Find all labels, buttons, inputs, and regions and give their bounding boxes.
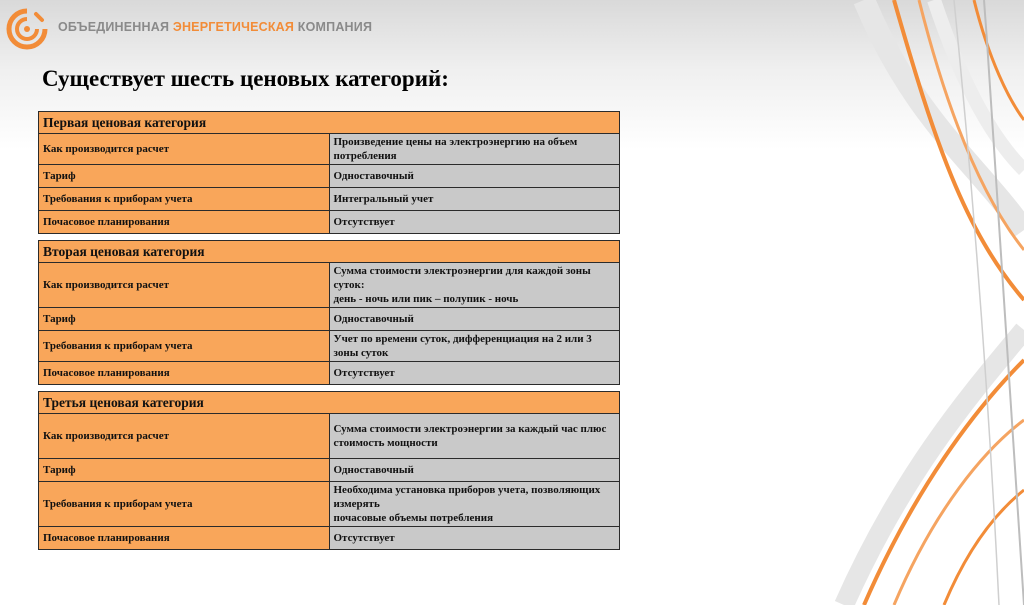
row-label: Тариф [39,459,330,482]
company-logo-icon [6,8,48,50]
row-label: Как производится расчет [39,134,330,165]
row-label: Требования к приборам учета [39,331,330,362]
row-value-line: день - ночь или пик – полупик - ночь [333,293,519,305]
category-header: Третья ценовая категория [39,392,620,414]
row-value: Одноставочный [329,308,620,331]
row-value: Одноставочный [329,459,620,482]
page-title: Существует шесть ценовых категорий: [42,66,449,91]
row-label: Почасовое планирования [39,362,330,385]
row-value: Отсутствует [329,211,620,234]
table-row [39,362,620,385]
row-value-line: Необходима установка приборов учета, позволяющих измерять [333,484,601,510]
table-row [39,165,620,188]
category-header: Первая ценовая категория [39,112,620,134]
row-value: Одноставочный [329,165,620,188]
company-name-part3: КОМПАНИЯ [297,20,373,34]
row-value-line: Сумма стоимости электроэнергии за каждый час плюс [333,423,607,435]
row-value: Интегральный учет [329,188,620,211]
row-label: Почасовое планирования [39,211,330,234]
price-category-table-3 [38,391,620,550]
row-label: Тариф [39,165,330,188]
price-category-table-1 [38,111,620,234]
row-value-line: стоимость мощности [333,437,438,449]
row-value: Отсутствует [329,527,620,550]
decorative-swooshes [824,0,1024,605]
table-row [39,414,620,459]
row-value: Учет по времени суток, дифференциация на 2 или 3 зоны суток [329,331,620,362]
row-label: Почасовое планирования [39,527,330,550]
row-value [329,263,620,308]
table-row [39,308,620,331]
table-row [39,188,620,211]
table-row [39,263,620,308]
table-row [39,134,620,165]
row-label: Как производится расчет [39,414,330,459]
price-category-table-2 [38,240,620,385]
company-name-part2: ЭНЕРГЕТИЧЕСКАЯ [172,20,295,34]
company-name-part1: ОБЪЕДИНЕННАЯ [58,20,170,34]
table-row [39,527,620,550]
table-row [39,211,620,234]
category-header: Вторая ценовая категория [39,241,620,263]
row-label: Требования к приборам учета [39,482,330,527]
row-value [329,414,620,459]
company-name [58,20,372,34]
table-row [39,331,620,362]
row-value [329,482,620,527]
row-label: Как производится расчет [39,263,330,308]
row-value: Отсутствует [329,362,620,385]
row-value-line: почасовые объемы потребления [333,512,494,524]
row-value-line: Сумма стоимости электроэнергии для каждой зоны суток: [333,265,591,291]
row-label: Требования к приборам учета [39,188,330,211]
row-label: Тариф [39,308,330,331]
table-row [39,482,620,527]
table-row [39,459,620,482]
row-value: Произведение цены на электроэнергию на объем потребления [329,134,620,165]
